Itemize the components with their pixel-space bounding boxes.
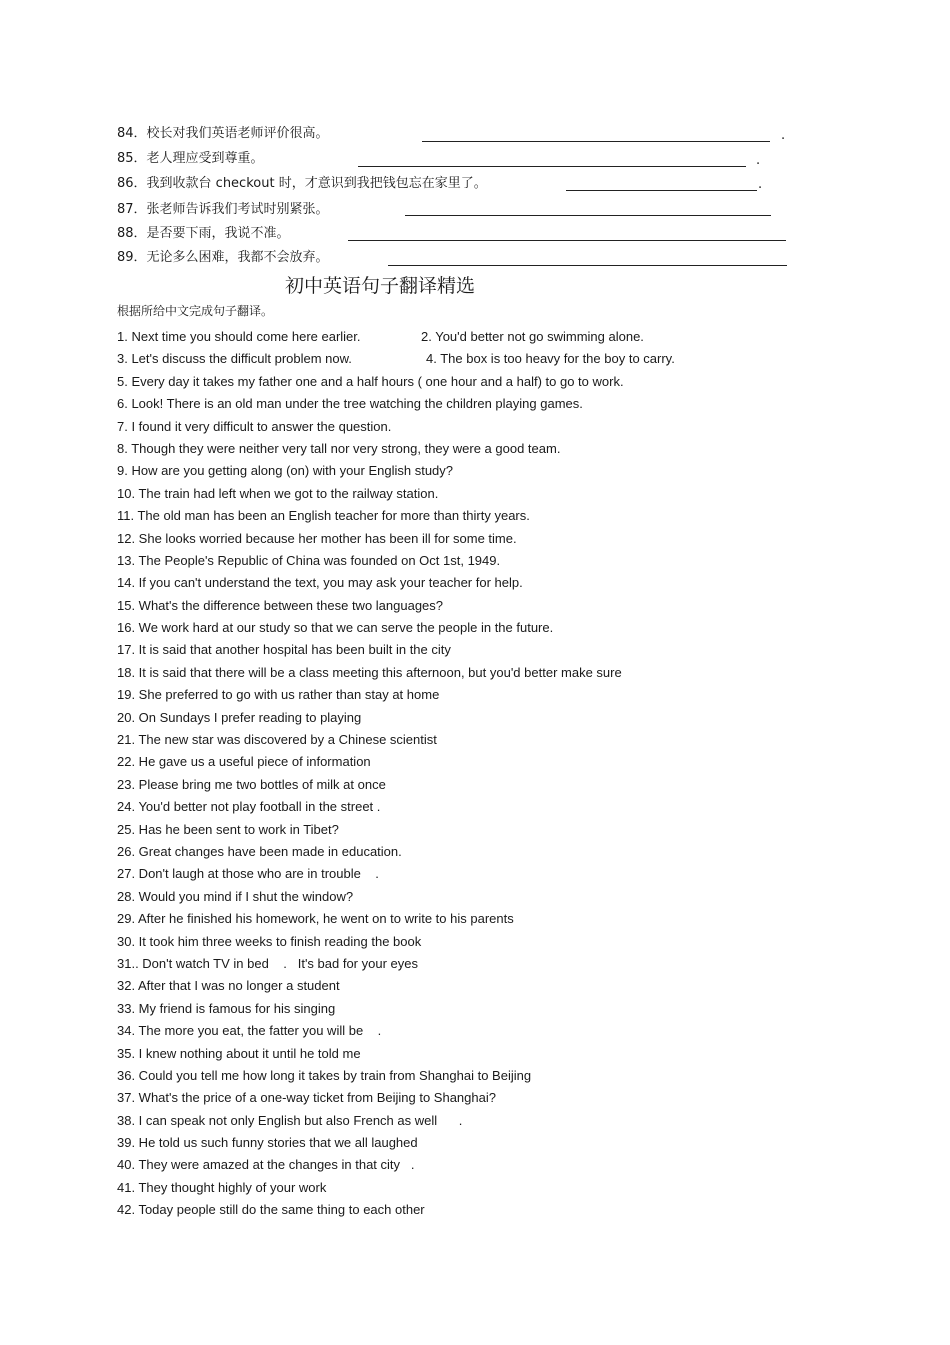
sentence-item: 8. Though they were neither very tall nor very strong, they were a good team. <box>117 440 561 456</box>
exercise-84-period: . <box>781 128 786 143</box>
sentence-item: 14. If you can't understand the text, you may ask your teacher for help. <box>117 575 523 591</box>
sentence-item: 10. The train had left when we got to the railway station. <box>117 485 439 501</box>
sentence-item: 40. They were amazed at the changes in that city . <box>117 1157 415 1173</box>
sentence-item: 16. We work hard at our study so that we can serve the people in the future. <box>117 620 554 636</box>
sentence-item: 30. It took him three weeks to finish reading the book <box>117 933 422 949</box>
exercise-85: 85．老人理应受到尊重。 <box>117 151 264 166</box>
sentence-item: 19. She preferred to go with us rather than stay at home <box>117 687 440 703</box>
sentence-item: 26. Great changes have been made in education. <box>117 843 402 859</box>
sentence-item: 39. He told us such funny stories that we all laughed <box>117 1135 418 1151</box>
exercise-86-period: . <box>758 177 763 192</box>
exercise-86: 86．我到收款台 checkout 时，才意识到我把钱包忘在家里了。 <box>117 176 487 191</box>
sentence-item: 42. Today people still do the same thing to each other <box>117 1202 425 1218</box>
sentence-item: 20. On Sundays I prefer reading to playing <box>117 709 362 725</box>
exercise-84: 84．校长对我们英语老师评价很高。 <box>117 126 329 141</box>
sentence-item: 12. She looks worried because her mother has been ill for some time. <box>117 530 517 546</box>
exercise-87: 87．张老师告诉我们考试时别紧张。 <box>117 202 329 217</box>
sentence-item: 34. The more you eat, the fatter you will be . <box>117 1023 382 1039</box>
sentence-item: 27. Don't laugh at those who are in trouble . <box>117 866 379 882</box>
answer-blank-85[interactable] <box>358 166 746 167</box>
answer-blank-86[interactable] <box>566 190 757 191</box>
sentence-pair-row <box>117 350 837 372</box>
sentence-item: 17. It is said that another hospital has been built in the city <box>117 642 451 658</box>
sentence-list <box>117 328 837 1224</box>
sentence-item: 1. Next time you should come here earlier. <box>117 329 361 344</box>
sentence-item: 25. Has he been sent to work in Tibet? <box>117 821 339 837</box>
sentence-item: 37. What's the price of a one-way ticket from Beijing to Shanghai? <box>117 1090 496 1106</box>
sentence-item: 21. The new star was discovered by a Chinese scientist <box>117 732 437 748</box>
sentence-item: 18. It is said that there will be a class meeting this afternoon, but you'd better make sure <box>117 664 622 680</box>
sentence-item: 35. I knew nothing about it until he told me <box>117 1045 361 1061</box>
sentence-item: 31.. Don't watch TV in bed . It's bad for your eyes <box>117 955 418 971</box>
sentence-item: 2. You'd better not go swimming alone. <box>421 329 644 344</box>
sentence-item: 33. My friend is famous for his singing <box>117 1000 336 1016</box>
sentence-item: 41. They thought highly of your work <box>117 1179 327 1195</box>
sentence-item: 9. How are you getting along (on) with your English study? <box>117 463 454 479</box>
answer-blank-88[interactable] <box>348 240 786 241</box>
sentence-item: 29. After he finished his homework, he went on to write to his parents <box>117 911 514 927</box>
sentence-item: 22. He gave us a useful piece of information <box>117 754 371 770</box>
sentence-item: 28. Would you mind if I shut the window? <box>117 888 354 904</box>
exercise-89: 89．无论多么困难，我都不会放弃。 <box>117 250 329 265</box>
answer-blank-87[interactable] <box>405 215 771 216</box>
section-instruction: 根据所给中文完成句子翻译。 <box>117 304 274 318</box>
sentence-item: 32. After that I was no longer a student <box>117 978 340 994</box>
sentence-pair-row <box>117 328 837 350</box>
sentence-item: 7. I found it very difficult to answer the question. <box>117 418 392 434</box>
sentence-item: 4. The box is too heavy for the boy to carry. <box>426 351 675 367</box>
sentence-item: 38. I can speak not only English but also French as well . <box>117 1112 463 1128</box>
exercise-85-period: . <box>756 153 761 168</box>
sentence-item: 5. Every day it takes my father one and a half hours ( one hour and a half) to go to work. <box>117 373 624 389</box>
answer-blank-84[interactable] <box>422 141 770 142</box>
sentence-item: 23. Please bring me two bottles of milk at once <box>117 776 386 792</box>
exercise-88: 88．是否要下雨，我说不准。 <box>117 226 290 241</box>
section-title: 初中英语句子翻译精选 <box>285 275 476 297</box>
sentence-item: 11. The old man has been an English teacher for more than thirty years. <box>117 508 530 524</box>
sentence-item: 3. Let's discuss the difficult problem now. <box>117 351 352 367</box>
answer-blank-89[interactable] <box>388 265 787 266</box>
sentence-item: 6. Look! There is an old man under the tree watching the children playing games. <box>117 396 583 412</box>
sentence-item: 15. What's the difference between these two languages? <box>117 597 444 613</box>
sentence-item: 13. The People's Republic of China was founded on Oct 1st, 1949. <box>117 552 501 568</box>
sentence-item: 36. Could you tell me how long it takes by train from Shanghai to Beijing <box>117 1067 532 1083</box>
sentence-item: 24. You'd better not play football in the street . <box>117 799 381 815</box>
